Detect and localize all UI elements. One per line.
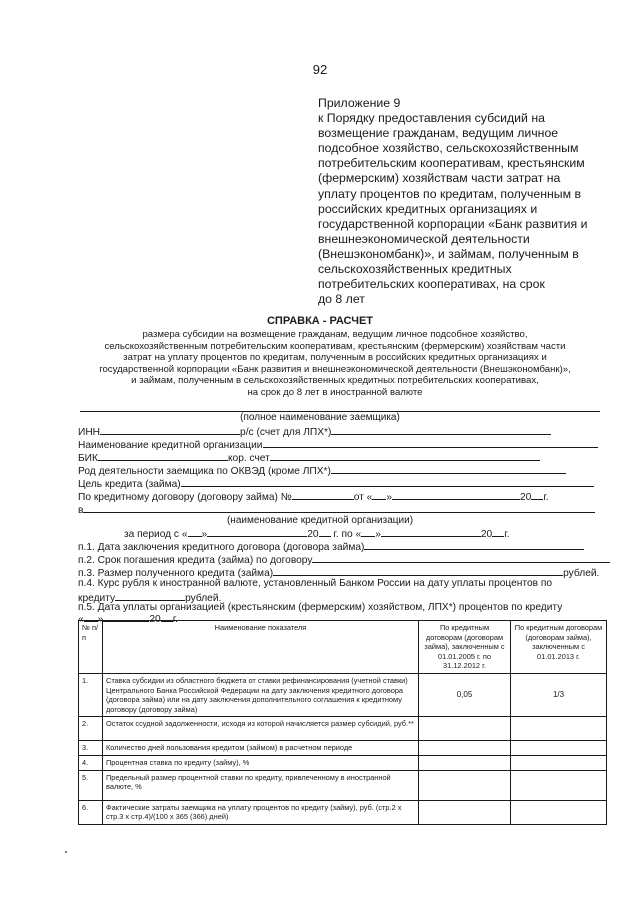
year-suffix: г. xyxy=(172,614,178,625)
subtitle-line: затрат на уплату процентов по кредитам, полученным в российских кредитных организациях и xyxy=(123,352,547,364)
bik-label: БИК xyxy=(78,453,98,464)
subtitle-line: государственной корпорации «Банк развития и внешнеэкономической деятельности (Внешэкономбанк)», xyxy=(99,363,571,375)
year-prefix: 20 xyxy=(480,529,493,540)
purpose-row xyxy=(78,476,594,490)
subtitle-line: на срок до 8 лет в иностранной валюте xyxy=(247,386,423,398)
row-value-2[interactable] xyxy=(511,800,607,824)
row-num: 4. xyxy=(79,755,103,770)
p4-label-2: кредиту xyxy=(78,593,116,604)
p4-label: п.4. Курс рубля к иностранной валюте, установленный Банком России на дату уплаты процентов по xyxy=(78,578,553,589)
row-value-1[interactable] xyxy=(419,770,511,800)
p3-field[interactable] xyxy=(273,565,563,576)
p5-label: п.5. Дата уплаты организацией (крестьянским (фермерским) хозяйством, ЛПХ*) процентов по кредиту xyxy=(78,602,563,613)
year-prefix: 20 xyxy=(307,529,319,540)
contract-month-field[interactable] xyxy=(392,489,520,500)
calculation-table xyxy=(78,620,607,825)
table-row xyxy=(79,717,607,741)
period-to-day[interactable] xyxy=(361,526,375,537)
document-subtitle xyxy=(60,329,610,399)
period-label: за период с « xyxy=(124,529,188,540)
bik-field[interactable] xyxy=(98,450,228,461)
account-field[interactable] xyxy=(331,424,551,435)
activity-row xyxy=(78,463,566,477)
p4-row xyxy=(78,578,552,589)
p2-row xyxy=(78,552,610,566)
quote-close: » xyxy=(375,529,381,540)
appendix-line: (Внешэкономбанк)», и займам, полученным в xyxy=(318,246,579,261)
subtitle-line: и займам, полученным в сельскохозяйственных кредитных потребительских кооперативах, xyxy=(131,375,539,387)
row-value-1[interactable] xyxy=(419,741,511,756)
account-label: р/с (счет для ЛПХ*) xyxy=(240,427,332,438)
table-row xyxy=(79,770,607,800)
credit-org-field[interactable] xyxy=(83,502,595,513)
row-num: 1. xyxy=(79,673,103,716)
appendix-line: (фермерским) хозяйствам части затрат на xyxy=(318,171,561,186)
bik-row xyxy=(78,450,540,464)
from-label: от xyxy=(353,492,364,503)
bank-row xyxy=(78,437,598,451)
activity-field[interactable] xyxy=(331,463,566,474)
row-value-2[interactable] xyxy=(511,755,607,770)
inn-label: ИНН xyxy=(78,427,101,438)
subtitle-line: размера субсидии на возмещение гражданам, ведущим личное подсобное хозяйство, xyxy=(142,329,528,340)
period-to-year[interactable] xyxy=(492,526,504,537)
inn-row xyxy=(78,424,551,438)
row-value-1[interactable] xyxy=(419,755,511,770)
subtitle-line: сельскохозяйственным потребительским кооперативам, крестьянским (фермерским) хозяйствам части xyxy=(104,340,566,352)
row-value-2[interactable] xyxy=(511,770,607,800)
purpose-field[interactable] xyxy=(181,476,594,487)
borrower-name-caption: (полное наименование заемщика) xyxy=(240,412,400,423)
p4-unit: рублей. xyxy=(185,593,222,604)
period-from-month[interactable] xyxy=(207,526,307,537)
credit-org-row xyxy=(78,502,595,516)
appendix-line: подсобное хозяйство, сельскохозяйственным xyxy=(318,141,579,156)
quote-open: « xyxy=(366,492,373,503)
year-prefix: 20 xyxy=(149,614,161,625)
appendix-line: до 8 лет xyxy=(318,292,365,307)
bank-label: Наименование кредитной организации xyxy=(78,440,263,451)
header-num: № п/п xyxy=(79,621,103,674)
table-row xyxy=(79,800,607,824)
p4-field[interactable] xyxy=(115,590,185,601)
p3-unit: рублей. xyxy=(563,568,600,579)
period-from-year[interactable] xyxy=(319,526,331,537)
appendix-line: потребительским кооперативам, крестьянским xyxy=(318,156,585,171)
row-name: Процентная ставка по кредиту (займу), % xyxy=(103,755,419,770)
p1-label: п.1. Дата заключения кредитного договора (договора займа) xyxy=(78,542,365,553)
document-title: СПРАВКА - РАСЧЕТ xyxy=(266,315,374,327)
activity-label: Род деятельности заемщика по ОКВЭД (кроме ЛПХ*) xyxy=(78,466,331,477)
appendix-block xyxy=(318,96,618,307)
p1-row xyxy=(78,539,584,553)
header-name: Наименование показателя xyxy=(103,621,419,674)
header-col2: По кредитным договорам (договорам займа), заключенным с 01.01.2013 г. xyxy=(511,621,607,674)
appendix-line: российских кредитных организациях и xyxy=(318,201,538,216)
p3-row xyxy=(78,565,599,579)
row-value-1[interactable]: 0,05 xyxy=(419,673,511,716)
appendix-line: возмещение гражданам, ведущим личное xyxy=(318,126,559,141)
contract-day-field[interactable] xyxy=(372,489,386,500)
quote-close: » xyxy=(201,529,208,540)
corr-account-label: кор. счет xyxy=(227,453,270,464)
header-col1: По кредитным договорам (договорам займа), заключенным с 01.01.2005 г. по 31.12.2012 г. xyxy=(419,621,511,674)
year-prefix: 20 xyxy=(519,492,532,503)
appendix-line: внешнеэкономической деятельности xyxy=(318,231,530,246)
row-name: Фактические затраты заемщика на уплату процентов по кредиту (займу), руб. (стр.2 х стр.3 х стр.4)/(100 х 365 (366) дней) xyxy=(103,800,419,824)
in-label: в xyxy=(78,505,84,516)
period-from-day[interactable] xyxy=(188,526,202,537)
row-num: 3. xyxy=(79,741,103,756)
row-value-2[interactable]: 1/3 xyxy=(511,673,607,716)
table-row xyxy=(79,755,607,770)
p2-field[interactable] xyxy=(312,552,610,563)
period-row xyxy=(124,526,510,540)
quote-close: » xyxy=(386,492,392,503)
quote-close: » xyxy=(97,614,104,625)
appendix-line: уплату процентов по кредитам, полученным в xyxy=(318,186,582,201)
row-value-1[interactable] xyxy=(419,800,511,824)
table-row xyxy=(79,741,607,756)
page-number: 92 xyxy=(312,62,328,77)
appendix-line: потребительских кооперативах, на срок xyxy=(318,277,545,292)
row-num: 2. xyxy=(79,717,103,741)
contract-label: По кредитному договору (договору займа) № xyxy=(78,492,292,503)
period-to-month[interactable] xyxy=(381,526,481,537)
p1-field[interactable] xyxy=(364,539,584,550)
row-name: Количество дней пользования кредитом (займом) в расчетном периоде xyxy=(103,741,419,756)
row-value-2[interactable] xyxy=(511,741,607,756)
year-suffix: г. xyxy=(543,492,549,503)
row-name: Предельный размер процентной ставки по кредиту, привлеченному в иностранной валюте, % xyxy=(103,770,419,800)
table-header-row xyxy=(79,621,607,674)
purpose-label: Цель кредита (займа) xyxy=(78,479,181,490)
credit-org-caption: (наименование кредитной организации) xyxy=(226,515,414,526)
row-name: Ставка субсидии из областного бюджета от ставки рефинансирования (учетной ставки) Центрального Банка Российской Федерации на дату заключения кредитного договора (договора займа) или на дату заключения дополнительного соглашения к кредитному договору (договору займа) xyxy=(103,673,419,716)
appendix-line: сельскохозяйственных кредитных xyxy=(318,262,512,277)
row-value-1[interactable] xyxy=(419,717,511,741)
period-to-label: г. по « xyxy=(333,529,362,540)
row-value-2[interactable] xyxy=(511,717,607,741)
appendix-line: государственной корпорации «Банк развития и xyxy=(318,216,588,231)
scan-speck xyxy=(65,851,67,853)
row-num: 5. xyxy=(79,770,103,800)
row-name: Остаток ссудной задолженности, исходя из которой начисляется размер субсидий, руб.** xyxy=(103,717,419,741)
bank-field[interactable] xyxy=(263,437,598,448)
row-num: 6. xyxy=(79,800,103,824)
quote-open: « xyxy=(78,614,84,625)
appendix-line: Приложение 9 xyxy=(318,96,401,110)
table-row xyxy=(79,673,607,716)
contract-row xyxy=(78,489,549,503)
contract-year-field[interactable] xyxy=(531,489,543,500)
p2-label: п.2. Срок погашения кредита (займа) по договору xyxy=(78,555,313,566)
corr-account-field[interactable] xyxy=(270,450,540,461)
contract-number-field[interactable] xyxy=(292,489,354,500)
inn-field[interactable] xyxy=(100,424,240,435)
year-suffix: г. xyxy=(504,529,510,540)
appendix-line: к Порядку предоставления субсидий на xyxy=(318,111,545,126)
p3-label: п.3. Размер полученного кредита (займа) xyxy=(78,568,274,579)
